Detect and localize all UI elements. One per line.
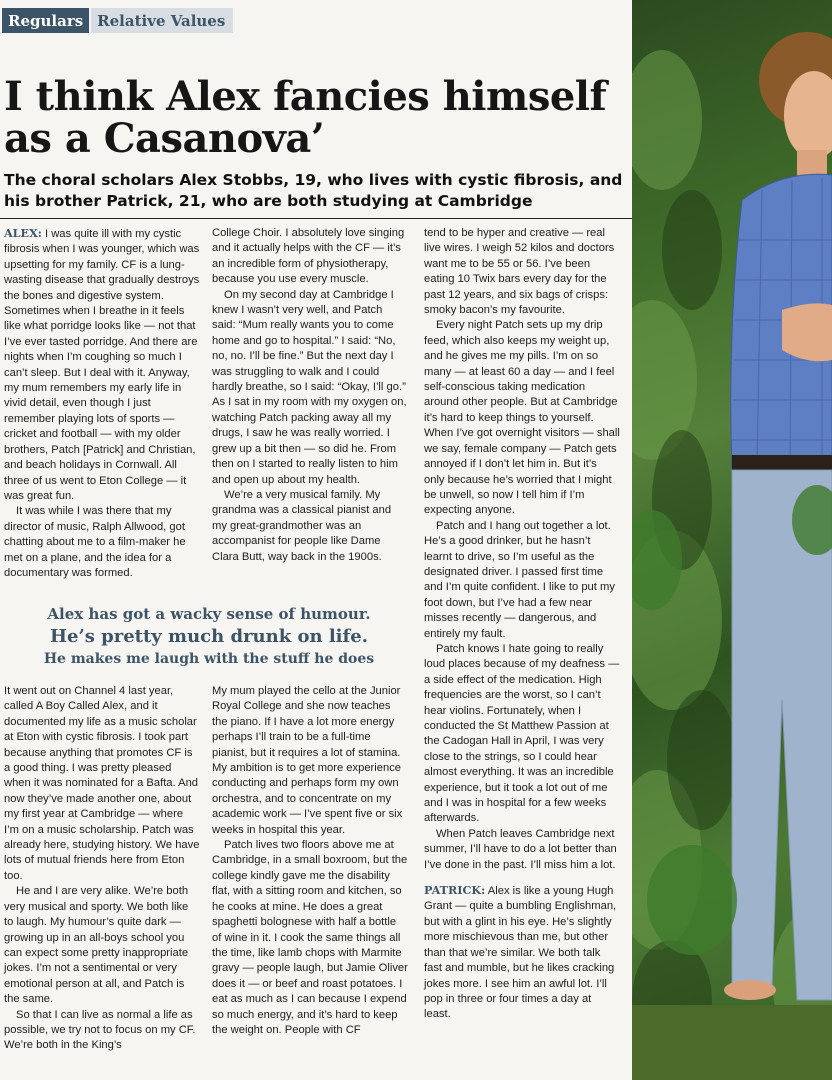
paragraph: [4, 226, 200, 504]
speaker-label: PATRICK:: [424, 883, 486, 898]
column-3: [424, 226, 620, 1023]
column-2-top: [212, 226, 408, 565]
paragraph: tend to be hyper and creative — real live wires. I weigh 52 kilos and doctors want me to be 55 or 56. I’ve been eating 10 Twix bars every day for the past 12 years, and six bags of crisps: smoky bacon’s my favourite.: [424, 227, 615, 317]
pull-quote-line: Alex has got a wacky sense of humour.: [47, 605, 371, 623]
header-rule: [0, 218, 632, 219]
paragraph: It was while I was there that my director of music, Ralph Allwood, got chatting about me to a film-maker he met on a plane, and the idea for a documentary was formed.: [4, 505, 186, 579]
paragraph: It went out on Channel 4 last year, called A Boy Called Alex, and it documented my life as a music scholar at Eton with cystic fibrosis. I took part because anything that promotes CF is a good thing. I was pretty pleased when it was nominated for a Bafta. And now they’ve made another one, about my first year at Cambridge — where I’m on a music scholarship. Patch was already here, studying history. We have lots of mutual friends here from Eton too.: [4, 685, 200, 882]
paragraph: Patch knows I hate going to really loud places because of my deafness — a side effect of the medication. High frequencies are the worst, so I can’t hear violins. Fortunately, when I conducted the St Matthew Passion at the Cadogan Hall in April, I was very close to the strings, so I could hear almost everything. It was an incredible experience, but it took a lot out of me and I was in hospital for a few weeks afterwards.: [424, 642, 620, 825]
paragraph-text: I was quite ill with my cystic fibrosis when I was younger, which was upsetting for my family. CF is a lung-wasting disease that gradually destroys the bones and digestive system. Sometimes when I breathe in it feels like what porridge looks like — not that I’ve ever tasted porridge. And there are nights when I’m coughing so much I can’t sleep. But I deal with it. Anyway, my mum remembers my early life in vivid detail, even though I just remember playing lots of sports — cricket and football — with my older brothers, Patch [Patrick] and Christian, and beach holidays in Cornwall. All three of us went to Eton College — it was great fun.: [4, 228, 200, 502]
paragraph-text: Alex is like a young Hugh Grant — quite a bumbling Englishman, but with a glint in his eye. He’s slightly more mischievous than me, but other than that we’re similar. We both talk fast and mumble, but he likes cracking jokes more. I see him an awful lot. I’ll pop in three or four times a day at least.: [424, 885, 617, 1021]
paragraph: On my second day at Cambridge I knew I wasn’t very well, and Patch said: “Mum really wants you to come home and go to hospital.” I said: “No, no, no. I’ll be fine.” But the next day I was struggling to walk and I could hardly breathe, so I said: “Okay, I’ll go.” As I sat in my room with my oxygen on, watching Patch packing away all my drugs, I saw he was really worried. I grew up a bit then — so did he. From then on I started to really listen to him and open up about my health.: [212, 288, 407, 486]
cover-photo: [632, 0, 832, 1080]
headline: I think Alex fancies himself as a Casanova’: [4, 73, 607, 162]
column-1-bottom: [4, 684, 200, 1054]
column-1-top: [4, 226, 200, 581]
paragraph: So that I can live as normal a life as possible, we try not to focus on my CF. We’re both in the King’s: [4, 1008, 196, 1052]
paragraph: College Choir. I absolutely love singing and it actually helps with the CF — it’s an incredible form of physiotherapy, because you use every muscle.: [212, 227, 405, 286]
column-2-bottom: [212, 684, 408, 1038]
section-tag: [2, 8, 233, 33]
paragraph: We’re a very musical family. My grandma was a classical pianist and my great-grandmother was an accompanist for people like Dame Clara Butt, way back in the 1900s.: [212, 488, 392, 563]
speaker-label: ALEX:: [4, 226, 42, 240]
paragraph: Patch and I hang out together a lot. He’s a good drinker, but he hasn’t learnt to drive, so I’m useful as the designated driver. I passed first time and I’m quite confident. I like to put my foot down, but I’ve had a few near misses recently — dangerous, and entirely my fault.: [424, 519, 615, 640]
photo-illustration: [632, 0, 832, 1080]
standfirst: The choral scholars Alex Stobbs, 19, who lives with cystic fibrosis, and his brother Patrick, 21, who are both studying at Cambridge: [4, 171, 623, 210]
paragraph: Patch lives two floors above me at Cambridge, in a small boxroom, but the college kindly gave me the disability flat, with a sitting room and kitchen, so he cooks at mine. He does a great spaghetti bolognese with half a bottle of wine in it. I cook the same things all the time, like lamb chops with Marmite gravy — people laugh, but Jamie Oliver does it — or beef and roast potatoes. I eat as much as I can because I expend so much energy, and it’s hard to keep the weight on. People with CF: [212, 839, 408, 1036]
pull-quote-line: He’s pretty much drunk on life.: [50, 626, 368, 647]
pull-quote-line: He makes me laugh with the stuff he does: [43, 651, 375, 667]
paragraph: My mum played the cello at the Junior Royal College and she now teaches the piano. If I have a lot more energy perhaps I’ll train to be a full-time pianist, but it requires a lot of stamina. My ambition is to get more experience conducting and perhaps form my own orchestra, and to concentrate on my academic work — I’ve spent five or six weeks in hospital this year.: [212, 685, 403, 836]
section-label: Regulars: [2, 8, 89, 33]
paragraph: When Patch leaves Cambridge next summer, I’ll have to do a lot better than I’ve done in the past. I’ll miss him a lot.: [424, 827, 617, 871]
paragraph: [424, 883, 620, 1023]
paragraph: Every night Patch sets up my drip feed, which also keeps my weight up, and he gives me my pills. I’m on so many — at least 60 a day — and I feel self-conscious taking medication around other people. But at Cambridge it’s hard to keep things to yourself. When I’ve got overnight visitors — shall we say, female company — Patch gets annoyed if I don’t let him in. But it’s only because he’s worried that I might be unwell, so now I tell him if I’m expecting anyone.: [424, 319, 620, 517]
pull-quote: [4, 603, 414, 669]
section-title: Relative Values: [91, 8, 233, 33]
paragraph: He and I are very alike. We’re both very musical and sporty. We both like to laugh. My humour’s quite dark — growing up in an all-boys school you can expect some pretty inappropriate jokes. I’m not a sentimental or very emotional person at all, and Patch is the same.: [4, 885, 189, 1006]
